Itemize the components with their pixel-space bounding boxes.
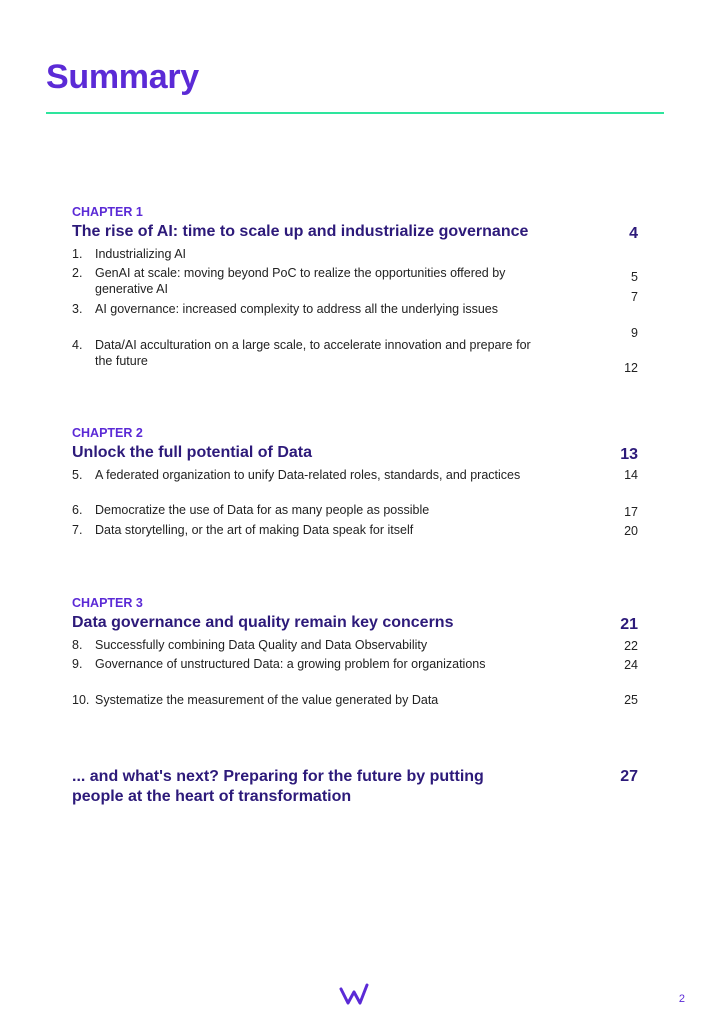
chapter-title[interactable]: The rise of AI: time to scale up and industrialize governance — [72, 223, 529, 240]
toc-entry[interactable]: Successfully combining Data Quality and Data Observability — [95, 638, 428, 652]
chapter-label: CHAPTER 3 — [72, 596, 143, 610]
page-title: Summary — [46, 58, 199, 96]
toc-entry[interactable]: GenAI at scale: moving beyond PoC to realize the opportunities offered by generative AI — [95, 266, 506, 296]
chapter-2 — [72, 424, 638, 544]
entry-number: 5. — [72, 468, 83, 482]
entry-number: 1. — [72, 247, 83, 261]
chapter-page-number[interactable]: 21 — [620, 616, 638, 633]
entry-page-number[interactable]: 9 — [631, 326, 638, 340]
entry-number: 7. — [72, 523, 83, 537]
chapter-label: CHAPTER 1 — [72, 205, 143, 219]
entry-number: 9. — [72, 657, 83, 671]
entry-page-number[interactable]: 24 — [624, 658, 638, 672]
entry-page-number[interactable]: 25 — [624, 693, 638, 707]
entry-page-number[interactable]: 20 — [624, 524, 638, 538]
entry-number: 2. — [72, 266, 83, 280]
w-logo-icon — [339, 983, 369, 1005]
entry-number: 6. — [72, 503, 83, 517]
toc-entry[interactable]: Industrializing AI — [95, 247, 187, 261]
chapter-title[interactable]: Data governance and quality remain key concerns — [72, 614, 454, 631]
toc-entry[interactable]: Governance of unstructured Data: a growing problem for organizations — [95, 657, 486, 671]
entry-page-number[interactable]: 14 — [624, 468, 638, 482]
entry-page-number[interactable]: 7 — [631, 290, 638, 304]
entry-page-number[interactable]: 5 — [631, 270, 638, 284]
chapter-3 — [72, 594, 638, 714]
entry-number: 8. — [72, 638, 83, 652]
toc-entry[interactable]: Data/AI acculturation on a large scale, to accelerate innovation and prepare for the future — [95, 338, 531, 368]
title-divider — [46, 112, 664, 114]
chapter-page-number[interactable]: 4 — [629, 225, 638, 242]
entry-number: 10. — [72, 693, 90, 707]
entry-page-number[interactable]: 17 — [624, 505, 638, 519]
toc-entry[interactable]: Data storytelling, or the art of making Data speak for itself — [95, 523, 414, 537]
next-section-title[interactable]: ... and what's next? Preparing for the future by putting people at the heart of transformation — [72, 768, 484, 805]
entry-page-number[interactable]: 22 — [624, 639, 638, 653]
chapter-page-number[interactable]: 13 — [620, 446, 638, 463]
next-section-page-number[interactable]: 27 — [620, 768, 638, 785]
chapter-label: CHAPTER 2 — [72, 426, 143, 440]
entry-number: 4. — [72, 338, 83, 352]
entry-number: 3. — [72, 302, 83, 316]
chapter-title[interactable]: Unlock the full potential of Data — [72, 444, 313, 461]
entry-page-number[interactable]: 12 — [624, 361, 638, 375]
chapter-1 — [72, 203, 638, 383]
toc-entry[interactable]: Systematize the measurement of the value generated by Data — [95, 693, 439, 707]
page-number: 2 — [678, 993, 685, 1005]
toc-entry[interactable]: AI governance: increased complexity to address all the underlying issues — [95, 302, 498, 316]
toc-entry[interactable]: Democratize the use of Data for as many people as possible — [95, 503, 430, 517]
toc-entry[interactable]: A federated organization to unify Data-related roles, standards, and practices — [95, 468, 521, 482]
